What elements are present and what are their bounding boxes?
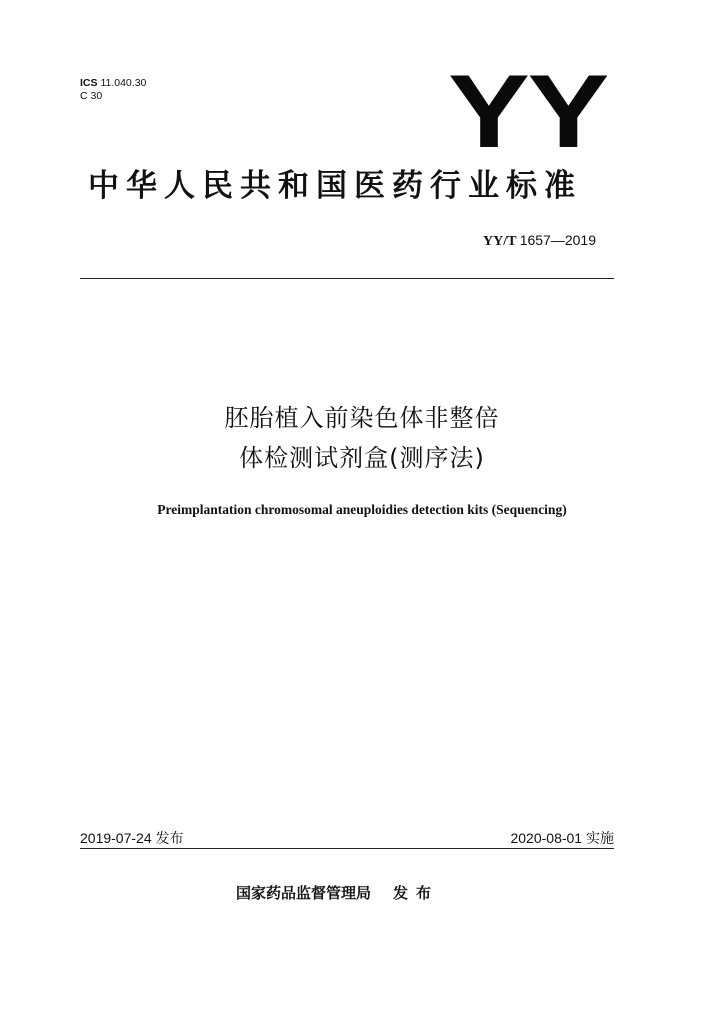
title-cn-line-2: 体检测试剂盒(测序法): [239, 444, 485, 472]
issuing-authority: [236, 882, 439, 903]
standard-code: 1657—2019: [519, 232, 596, 248]
ccs-code: C 30: [80, 90, 103, 102]
yy-standard-logo: YY: [448, 54, 607, 170]
title-cn-line-1: 胚胎植入前染色体非整倍: [224, 404, 500, 432]
classification-codes: [80, 77, 146, 103]
document-title-en: Preimplantation chromosomal aneuploidies detection kits (Sequencing): [157, 502, 567, 517]
document-title-cn: [0, 398, 724, 478]
page-title: 中华人民共和国医药行业标准: [88, 168, 582, 204]
issue-date: 2019-07-24 发布: [80, 830, 184, 846]
issuer-name: 国家药品监督管理局: [236, 884, 372, 902]
implementation-date: 2020-08-01 实施: [510, 830, 614, 846]
header-divider: [80, 278, 614, 279]
standard-number: [483, 232, 596, 250]
issuer-verb: 发布: [393, 884, 440, 902]
footer-divider: [80, 848, 614, 849]
ics-line: [80, 77, 146, 90]
standard-prefix: YY/T: [483, 234, 517, 249]
ics-label: ICS: [80, 77, 98, 89]
ics-code: 11.040.30: [100, 77, 147, 89]
